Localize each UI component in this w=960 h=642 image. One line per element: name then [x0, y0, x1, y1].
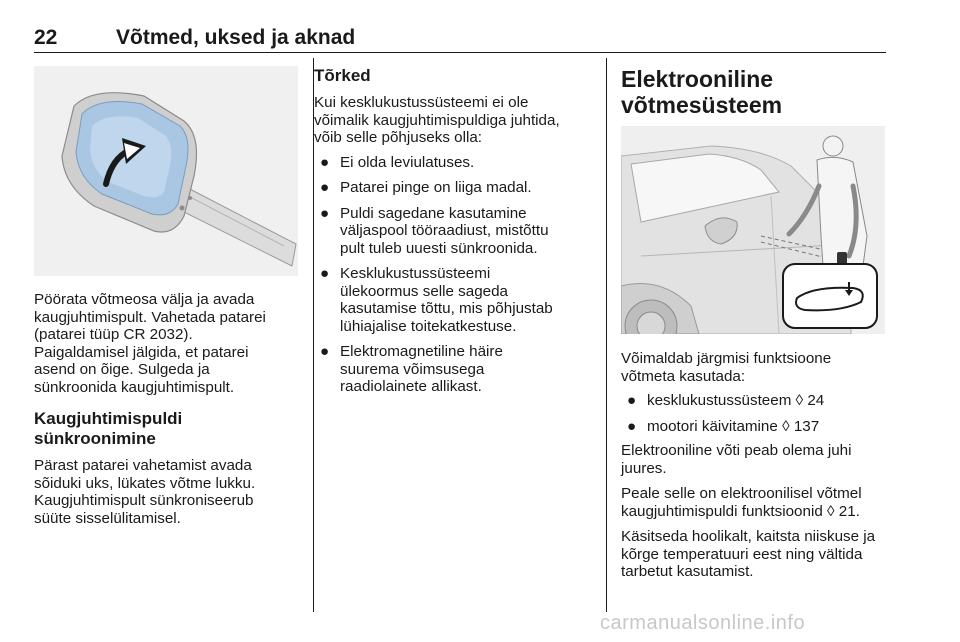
watermark: carmanualsonline.info: [600, 612, 806, 634]
list-item: ● Ei olda leviulatuses.: [320, 153, 475, 171]
list-item: ● Elektromagnetiline häire suurema võimsusega raadiolainete allikast.: [320, 343, 503, 395]
key-fob-illustration: [34, 66, 298, 276]
battery-instructions: Pöörata võtmeosa välja ja avada kaugjuhtimispult. Vahetada patarei (patarei tüüp CR 2032). Paigaldamisel jälgida, et patarei asend on õige. Sulgeda ja sünkroonida kaugjuhtimispult.: [34, 291, 266, 396]
keyless-functions-list: [621, 392, 887, 435]
list-item: ● Puldi sagedane kasutamine väljaspool tööraadiust, mistõttu pult tuleb uuesti sünkroonida.: [320, 204, 549, 257]
faults-list: [314, 154, 592, 396]
electronic-key-heading: Elektrooniline võtmesüsteem: [621, 66, 783, 118]
ref-arrow-icon: ◊: [782, 417, 790, 435]
car-door-illustration: [621, 126, 885, 334]
list-item: ● mootori käivitamine ◊ 137: [627, 417, 820, 435]
column-divider-2: [606, 58, 607, 612]
list-item: ● kesklukustussüsteem ◊ 24: [627, 392, 825, 409]
sync-instructions: Pärast patarei vahetamist avada sõiduki uks, lükates võtme lukku. Kaugjuhtimispult sünkroniseerub süüte sisselülitamisel.: [34, 457, 256, 527]
page-ref-link[interactable]: 137: [793, 417, 820, 435]
ref-arrow-icon: ◊: [827, 502, 835, 520]
page-ref-link[interactable]: 21.: [838, 502, 860, 520]
keyless-intro: Võimaldab järgmisi funktsioone võtmeta kasutada:: [621, 350, 832, 385]
faults-heading: Tõrked: [314, 66, 371, 85]
right-column-heading: [621, 66, 887, 118]
middle-column-text: [314, 66, 592, 404]
care-note: Käsitseda hoolikalt, kaitsta niiskuse ja kõrge temperatuuri eest ning vältida tarbetut kasutamist.: [621, 528, 876, 580]
key-presence-note: Elektrooniline võti peab olema juhi juures.: [621, 442, 852, 477]
page-ref-link[interactable]: 24: [807, 392, 825, 409]
list-item: ● Kesklukustussüsteemi ülekoormus selle sageda kasutamise tõttu, mis põhjustab lühiajalise toitekatkestuse.: [320, 265, 553, 335]
remote-functions-note: Peale selle on elektroonilisel võtmel kaugjuhtimispuldi funktsioonid ◊ 21.: [621, 485, 862, 520]
page-number: 22: [34, 26, 58, 49]
ref-arrow-icon: ◊: [795, 392, 804, 409]
page-header: [34, 26, 886, 53]
page-title: Võtmed, uksed ja aknad: [116, 26, 356, 49]
left-column-text: [34, 291, 298, 527]
sync-heading: Kaugjuhtimispuldi sünkroonimine: [34, 409, 183, 448]
right-column-text: [621, 350, 887, 581]
list-item: ● Patarei pinge on liiga madal.: [320, 179, 532, 196]
faults-intro: Kui kesklukustussüsteemi ei ole võimalik kaugjuhtimispuldiga juhtida, võib selle põhjuseks olla:: [314, 94, 560, 146]
